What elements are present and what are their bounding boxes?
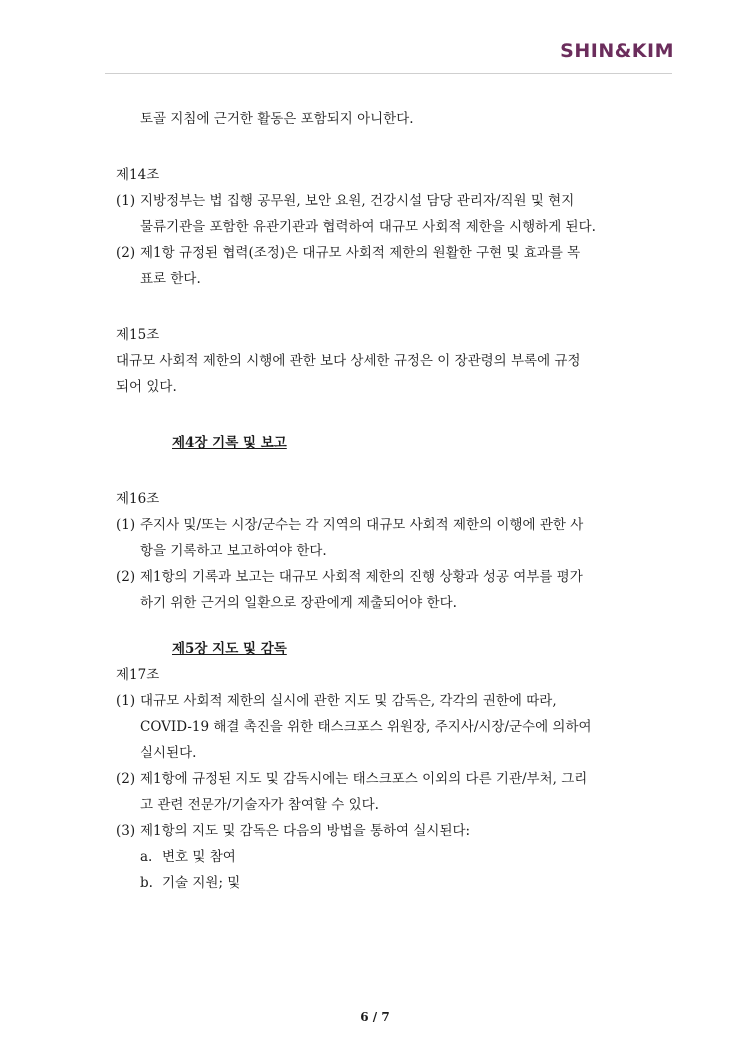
article-14-item-1: [116, 188, 640, 214]
chapter-5-heading: 제5장 지도 및 감독: [172, 641, 287, 657]
company-logo: SHIN&KIM: [560, 40, 674, 62]
item-text: 제1항에 규정된 지도 및 감독시에는 태스크포스 이외의 다른 기관/부처, 그리: [140, 771, 588, 787]
item-text: 제1항의 지도 및 감독은 다음의 방법을 통하여 실시된다:: [140, 823, 471, 839]
item-number: (1): [116, 693, 136, 709]
article-17-item-3: [116, 818, 640, 844]
item-text: 지방정부는 법 집행 공무원, 보안 요원, 건강시설 담당 관리자/직원 및 현지: [140, 193, 575, 209]
item-text-continued: 고 관련 전문가/기술자가 참여할 수 있다.: [140, 797, 379, 813]
sub-item-a: [116, 844, 640, 870]
sub-item-letter: a.: [140, 849, 153, 865]
page-number: 6 / 7: [360, 1010, 390, 1024]
article-16-item-2: [116, 564, 640, 590]
item-text-continued: COVID-19 해결 촉진을 위한 태스크포스 위원장, 주지사/시장/군수에 의하여: [140, 719, 592, 735]
item-number: (2): [116, 569, 136, 585]
article-17-item-1: [116, 688, 640, 714]
sub-item-text: 변호 및 참여: [162, 849, 236, 865]
item-number: (1): [116, 193, 136, 209]
item-number: (2): [116, 771, 136, 787]
item-text-continued: 표로 한다.: [140, 271, 201, 287]
item-text-continued: 물류기관을 포함한 유관기관과 협력하여 대규모 사회적 제한을 시행하게 된다.: [140, 219, 596, 235]
item-number: (3): [116, 823, 136, 839]
item-text: 제1항 규정된 협력(조정)은 대규모 사회적 제한의 원활한 구현 및 효과를 목: [140, 245, 581, 261]
article-14-title: 제14조: [116, 167, 160, 183]
item-text: 주지사 및/또는 시장/군수는 각 지역의 대규모 사회적 제한의 이행에 관한 사: [140, 517, 584, 533]
header-divider: [105, 73, 672, 74]
article-16-title: 제16조: [116, 491, 160, 507]
article-14-item-2: [116, 240, 640, 266]
chapter-4-heading: 제4장 기록 및 보고: [172, 435, 287, 451]
sub-item-b: [116, 870, 640, 896]
article-15-text-continued: 되어 있다.: [116, 379, 177, 395]
document-body: [116, 106, 640, 896]
article-17-title: 제17조: [116, 667, 160, 683]
article-16-item-1: [116, 512, 640, 538]
item-text-continued: 항을 기록하고 보고하여야 한다.: [140, 543, 327, 559]
item-text-continued: 실시된다.: [140, 745, 197, 761]
item-text: 대규모 사회적 제한의 실시에 관한 지도 및 감독은, 각각의 권한에 따라,: [140, 693, 557, 709]
intro-tail-text: 토골 지침에 근거한 활동은 포함되지 아니한다.: [140, 111, 414, 127]
item-text-continued: 하기 위한 근거의 일환으로 장관에게 제출되어야 한다.: [140, 595, 457, 611]
article-15-title: 제15조: [116, 327, 160, 343]
article-17-item-2: [116, 766, 640, 792]
item-text: 제1항의 기록과 보고는 대규모 사회적 제한의 진행 상황과 성공 여부를 평가: [140, 569, 583, 585]
sub-item-text: 기술 지원; 및: [162, 875, 241, 891]
sub-item-letter: b.: [140, 875, 153, 891]
article-15-text: 대규모 사회적 제한의 시행에 관한 보다 상세한 규정은 이 장관령의 부록에 규정: [116, 353, 581, 369]
item-number: (2): [116, 245, 136, 261]
item-number: (1): [116, 517, 136, 533]
